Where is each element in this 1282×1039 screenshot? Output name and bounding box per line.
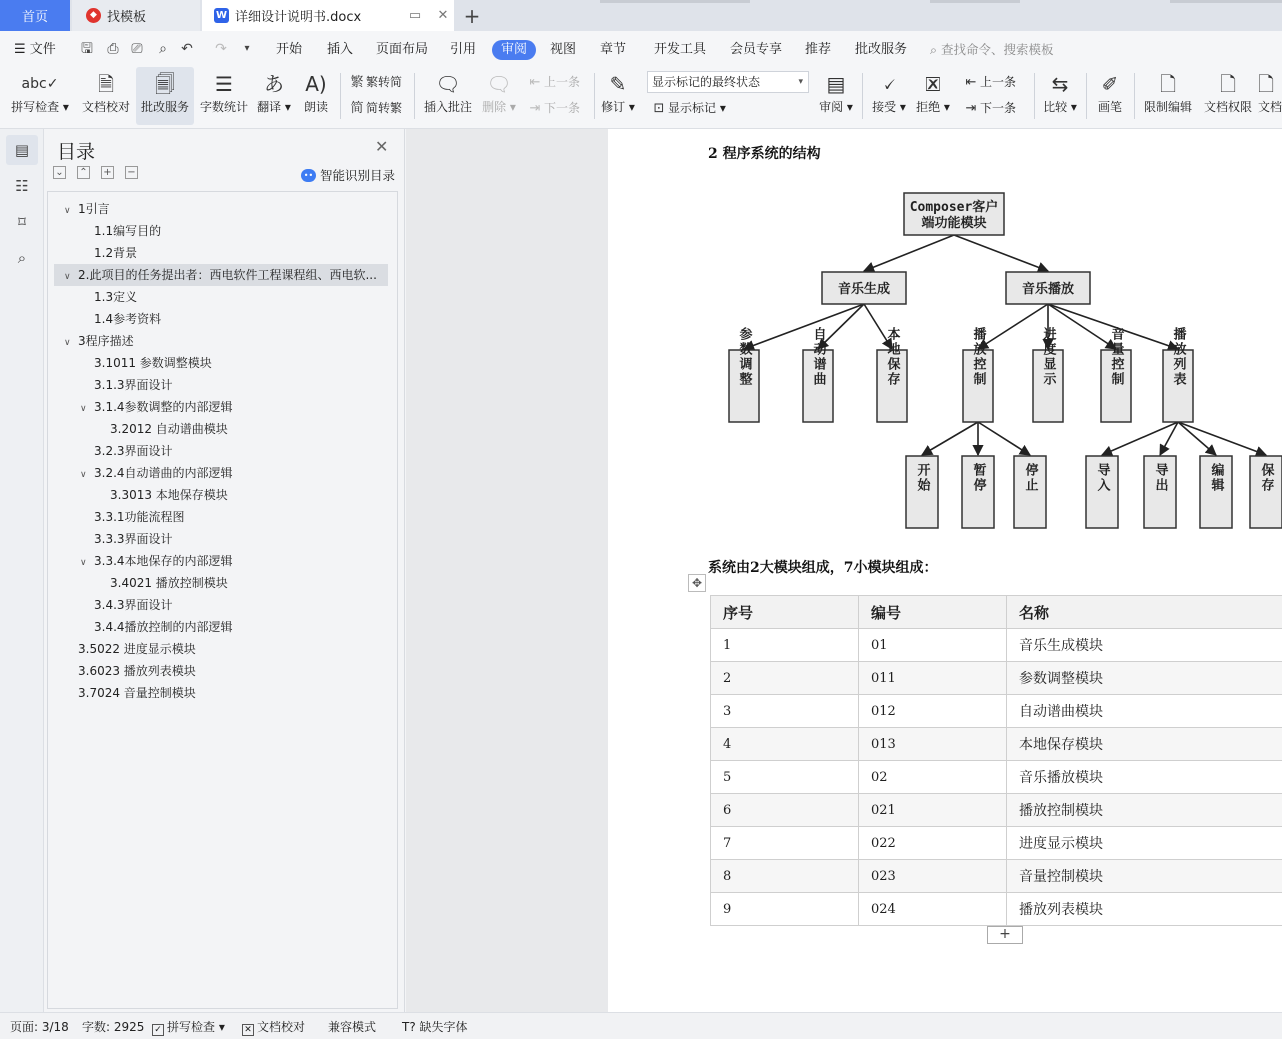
table-cell[interactable]: 012	[859, 695, 1007, 728]
toc-item-label: 3.1.4参数调整的内部逻辑	[94, 400, 233, 414]
toc-item-label: 3.2012 自动谱曲模块	[110, 422, 228, 436]
toc-list	[47, 191, 398, 1009]
read-aloud-icon: A)	[305, 72, 327, 96]
toc-item[interactable]	[54, 528, 388, 550]
read-aloud-button[interactable]: A) 朗读	[298, 67, 334, 125]
diagram-node-label: 保存	[1258, 463, 1274, 493]
toc-item[interactable]	[54, 660, 388, 682]
table-cell[interactable]: 1	[711, 629, 859, 662]
table-row	[711, 695, 1282, 728]
toc-item[interactable]	[54, 374, 388, 396]
table-cell[interactable]: 01	[859, 629, 1007, 662]
toc-item-label: 3.4021 播放控制模块	[110, 576, 228, 590]
table-cell[interactable]: 播放控制模块	[1007, 794, 1282, 827]
table-cell[interactable]: 013	[859, 728, 1007, 761]
toc-item-label: 1.1编写目的	[94, 224, 162, 238]
next-comment-button: ⇥ 下一条	[526, 97, 580, 119]
prev-change-button[interactable]: ⇤ 上一条	[962, 71, 1016, 93]
prev-change-icon: ⇤	[965, 75, 977, 90]
toc-item[interactable]	[54, 506, 388, 528]
delete-comment-icon: 🗨	[486, 72, 512, 96]
diagram-node-label: 本地保存	[884, 327, 900, 387]
chevron-down-icon[interactable]: ∨	[80, 470, 87, 480]
table-cell[interactable]: 021	[859, 794, 1007, 827]
table-header-cell: 名称	[1007, 596, 1282, 629]
table-cell[interactable]: 024	[859, 893, 1007, 926]
diagram-node	[962, 456, 994, 528]
diagram-node	[1163, 326, 1193, 422]
delete-comment-button: 🗨 删除 ▾	[480, 67, 518, 125]
diagram-arrow	[1102, 422, 1178, 455]
diagram-node-label: 编辑	[1208, 463, 1224, 493]
chevron-down-icon[interactable]: ∨	[64, 338, 71, 348]
table-header-row	[711, 596, 1282, 629]
toc-item-label: 3程序描述	[78, 334, 134, 348]
table-cell[interactable]: 音量控制模块	[1007, 860, 1282, 893]
menu-view[interactable]: 视图	[550, 42, 577, 57]
close-icon[interactable]: ✕	[375, 137, 389, 156]
toc-item-label: 3.3.3界面设计	[94, 532, 173, 546]
table-move-handle-icon[interactable]: ✥	[688, 574, 706, 592]
toc-item-label: 3.5022 进度显示模块	[78, 642, 196, 656]
diagram-node-label: 暂停	[970, 463, 986, 493]
proofread-status-icon: ✕	[242, 1024, 254, 1036]
add-heading-icon[interactable]: +	[101, 166, 114, 179]
toc-item-label: 3.2.3界面设计	[94, 444, 173, 458]
ink-button[interactable]: ✐ 画笔	[1092, 67, 1128, 125]
doc-more-button[interactable]: 🗋 文档	[1258, 67, 1282, 125]
diagram-node	[877, 326, 907, 422]
toc-item[interactable]	[54, 308, 388, 330]
table-cell[interactable]: 5	[711, 761, 859, 794]
review-pane-button[interactable]: ▤ 审阅 ▾	[816, 67, 856, 125]
toc-item[interactable]	[54, 242, 388, 264]
search-icon: ⌕	[930, 42, 938, 57]
diagram-arrow	[954, 235, 1048, 271]
smart-recognize-icon: ••	[301, 169, 316, 182]
review-pane-icon: ▤	[826, 72, 846, 96]
print-icon[interactable]: ⎚	[131, 41, 143, 57]
next-change-button[interactable]: ⇥ 下一条	[962, 97, 1016, 119]
toc-item-label: 3.2.4自动谱曲的内部逻辑	[94, 466, 233, 480]
tab-bar-decoration	[1170, 0, 1282, 3]
toc-item-label: 3.7024 音量控制模块	[78, 686, 196, 700]
toc-item-label: 3.1.3界面设计	[94, 378, 173, 392]
tab-bar	[0, 0, 1282, 31]
diagram-node	[963, 326, 993, 422]
save-icon[interactable]: 🖫	[81, 41, 93, 57]
translate-icon: あ	[264, 72, 284, 96]
tab-document[interactable]	[202, 0, 454, 31]
doc-proofread-button[interactable]: 🗎 文档校对	[78, 67, 134, 125]
prev-comment-button: ⇤ 上一条	[526, 71, 580, 93]
toc-title: 目录	[57, 141, 96, 163]
toc-item[interactable]	[54, 220, 388, 242]
tab-templates[interactable]	[72, 0, 200, 31]
diagram-node	[1006, 272, 1090, 304]
table-row	[711, 728, 1282, 761]
toc-panel-icon[interactable]: ▤	[6, 135, 38, 165]
toc-pane	[45, 129, 405, 1012]
menu-recommend[interactable]: 推荐	[805, 42, 832, 57]
toc-item-label: 1.2背景	[94, 246, 138, 260]
table-cell[interactable]: 022	[859, 827, 1007, 860]
chevron-down-icon[interactable]: ∨	[80, 404, 87, 414]
trad-simp-icon: 繁	[350, 75, 364, 90]
toc-item-label: 3.3013 本地保存模块	[110, 488, 228, 502]
toc-item[interactable]	[54, 286, 388, 308]
table-cell[interactable]: 8	[711, 860, 859, 893]
insert-comment-icon: 🗨	[435, 72, 461, 96]
diagram-node-label: 自动谱曲	[810, 327, 826, 387]
table-cell[interactable]: 2	[711, 662, 859, 695]
diagram-node	[729, 326, 759, 422]
menu-references[interactable]: 引用	[450, 42, 477, 57]
track-changes-button[interactable]: ✎ 修订 ▾	[600, 67, 636, 125]
table-header-cell: 编号	[859, 596, 1007, 629]
translate-button[interactable]: あ 翻译 ▾	[254, 67, 294, 125]
toc-item[interactable]	[54, 682, 388, 704]
wps-writer-icon: W	[215, 10, 228, 21]
review-service-button[interactable]: 🗐 批改服务	[136, 67, 194, 125]
chapter-panel-icon[interactable]: ☷	[15, 177, 29, 195]
table-cell[interactable]: 9	[711, 893, 859, 926]
table-row	[711, 794, 1282, 827]
restrict-edit-button[interactable]: 🗋 限制编辑	[1140, 67, 1196, 125]
proofread-icon: 🗎	[97, 72, 115, 96]
menu-review[interactable]: 审阅	[492, 40, 536, 60]
document-icon: 🗋	[1258, 72, 1275, 96]
menu-review-service[interactable]: 批改服务	[855, 42, 908, 57]
table-row	[711, 860, 1282, 893]
diagram-node-label: 导出	[1152, 463, 1168, 493]
simp-trad-icon: 简	[350, 101, 364, 116]
toc-item[interactable]	[54, 352, 388, 374]
spell-check-icon: abc✓	[21, 76, 59, 92]
table-cell[interactable]: 自动谱曲模块	[1007, 695, 1282, 728]
toc-item[interactable]	[54, 484, 388, 506]
diagram-node-label: 播放列表	[1170, 327, 1186, 387]
remove-heading-icon[interactable]: −	[125, 166, 138, 179]
diagram-node-label: 停止	[1022, 463, 1038, 493]
tab-home[interactable]	[0, 0, 70, 31]
diagram-node-label: Composer客户	[909, 200, 999, 215]
table-cell[interactable]: 本地保存模块	[1007, 728, 1282, 761]
reject-icon: 🗷	[925, 72, 941, 96]
toc-item[interactable]	[54, 572, 388, 594]
table-row	[711, 827, 1282, 860]
table-cell[interactable]: 播放列表模块	[1007, 893, 1282, 926]
diagram-node-label: 音乐生成	[837, 282, 891, 297]
diagram-arrow	[744, 304, 864, 349]
diagram-arrow	[1178, 422, 1216, 455]
table-cell[interactable]: 023	[859, 860, 1007, 893]
toc-item[interactable]	[54, 396, 388, 418]
diagram-arrow	[922, 422, 978, 455]
chevron-down-icon[interactable]: ∨	[80, 558, 87, 568]
word-count-button[interactable]: ☰ 字数统计	[198, 67, 250, 125]
export-pdf-icon[interactable]: ⎙	[107, 41, 119, 57]
word-count-icon: ☰	[215, 72, 233, 96]
diagram-node	[822, 272, 906, 304]
word-count-status[interactable]: 字数: 2925	[82, 1020, 145, 1034]
show-markup-icon: ⊡	[653, 101, 665, 116]
compare-icon: ⇆	[1051, 72, 1069, 96]
simp-to-trad-button[interactable]: 简 简转繁	[348, 97, 402, 119]
search-icon[interactable]: ⌕	[17, 249, 27, 267]
proofread-status[interactable]: ✕ 文档校对	[242, 1019, 305, 1036]
toc-item[interactable]	[54, 462, 388, 484]
smart-toc-button[interactable]: •• 智能识别目录	[301, 166, 395, 184]
diagram-node-label: 端功能模块	[921, 216, 987, 231]
diagram-arrow	[1160, 422, 1178, 455]
chevron-down-icon: ▾	[798, 77, 803, 87]
menu-developer[interactable]: 开发工具	[654, 42, 707, 57]
table-row	[711, 662, 1282, 695]
toc-item[interactable]	[54, 198, 388, 220]
diagram-node	[906, 456, 938, 528]
diagram-node	[1014, 456, 1046, 528]
diagram-node-label: 参数调整	[736, 327, 752, 387]
new-tab-button[interactable]: +	[463, 3, 481, 28]
toc-item-label: 3.1011 参数调整模块	[94, 356, 212, 370]
toc-item-label: 3.6023 播放列表模块	[78, 664, 196, 678]
toc-item-label: 1.4参考资料	[94, 312, 162, 326]
collapse-all-icon[interactable]: ⌃	[77, 166, 90, 179]
prev-comment-icon: ⇤	[529, 75, 541, 90]
toc-item[interactable]	[54, 330, 388, 352]
left-side-strip	[0, 129, 44, 1012]
menu-layout[interactable]: 页面布局	[376, 42, 429, 57]
diagram-node-label: 音量控制	[1108, 327, 1124, 387]
reject-button[interactable]: 🗷 拒绝 ▾	[914, 67, 952, 125]
menu-bar	[0, 31, 1282, 67]
table-cell[interactable]: 音乐播放模块	[1007, 761, 1282, 794]
toc-item[interactable]	[54, 264, 388, 286]
chevron-down-icon[interactable]: ∨	[64, 272, 71, 282]
toc-item-label: 2.此项目的任务提出者：西电软件工程课程组、西电软...	[78, 268, 377, 282]
menu-member[interactable]: 会员专享	[730, 42, 783, 57]
diagram-node	[1033, 326, 1063, 422]
module-table	[710, 595, 1282, 926]
diagram-arrow	[978, 304, 1048, 349]
diagram-node	[1250, 456, 1282, 528]
menu-insert[interactable]: 插入	[327, 42, 354, 57]
missing-font-icon: T?	[402, 1020, 416, 1034]
review-ribbon	[0, 67, 1282, 129]
diagram-node	[1086, 456, 1118, 528]
missing-fonts-status[interactable]: T? 缺失字体	[402, 1020, 468, 1034]
customize-toolbar-icon[interactable]: ▾	[244, 43, 250, 54]
doc-permission-button[interactable]: 🗋 文档权限	[1200, 67, 1256, 125]
table-cell[interactable]: 011	[859, 662, 1007, 695]
command-search-placeholder: 查找命令、搜索模板	[941, 42, 1054, 57]
next-change-icon: ⇥	[965, 101, 977, 116]
pen-icon: ✐	[1101, 72, 1119, 96]
table-cell[interactable]: 02	[859, 761, 1007, 794]
accept-icon: 🗸	[882, 72, 896, 96]
insert-comment-button[interactable]: 🗨 插入批注	[420, 67, 476, 125]
ribbon-separator	[1134, 73, 1135, 119]
page-indicator[interactable]: 页面: 3/18	[10, 1020, 69, 1034]
table-row	[711, 893, 1282, 926]
diagram-node-label: 播放控制	[970, 327, 986, 387]
diagram-node	[1200, 456, 1232, 528]
table-cell[interactable]: 4	[711, 728, 859, 761]
expand-all-icon[interactable]: ⌄	[53, 166, 66, 179]
tab-home-label: 首页	[21, 10, 48, 25]
spell-check-button[interactable]: abc✓ 拼写检查 ▾	[8, 67, 72, 125]
bookmark-icon[interactable]: ⌑	[18, 213, 26, 231]
table-cell[interactable]: 3	[711, 695, 859, 728]
table-cell[interactable]: 参数调整模块	[1007, 662, 1282, 695]
tab-bar-decoration	[930, 0, 1020, 3]
module-structure-diagram	[608, 129, 1282, 549]
diagram-node-label: 导入	[1094, 463, 1110, 493]
tab-bar-decoration	[600, 0, 750, 3]
table-header-cell: 序号	[711, 596, 859, 629]
compat-mode-status: 兼容模式	[328, 1020, 377, 1034]
table-cell[interactable]: 音乐生成模块	[1007, 629, 1282, 662]
ribbon-separator	[414, 73, 415, 119]
command-search[interactable]	[930, 40, 1054, 60]
document-canvas	[406, 129, 1282, 1012]
accept-button[interactable]: 🗸 接受 ▾	[870, 67, 908, 125]
add-table-row-button[interactable]: +	[987, 926, 1023, 944]
show-markup-button[interactable]: ⊡ 显示标记 ▾	[650, 97, 726, 119]
tab-templates-label: 找模板	[107, 10, 147, 25]
menu-chapter[interactable]: 章节	[600, 42, 627, 57]
toc-item-label: 3.4.4播放控制的内部逻辑	[94, 620, 233, 634]
tab-pin-icon[interactable]: ▭	[408, 8, 422, 23]
ribbon-separator	[340, 73, 341, 119]
toc-item[interactable]	[54, 638, 388, 660]
ribbon-separator	[1034, 73, 1035, 119]
toc-item-label: 3.4.3界面设计	[94, 598, 173, 612]
toc-item[interactable]	[54, 440, 388, 462]
template-logo-icon: ◆	[86, 8, 101, 23]
toc-item[interactable]	[54, 616, 388, 638]
spell-check-status[interactable]: ✓ 拼写检查 ▾	[152, 1019, 225, 1036]
toc-item-label: 1引言	[78, 202, 110, 216]
tab-document-label: 详细设计说明书.docx	[235, 10, 362, 25]
toc-item[interactable]	[54, 594, 388, 616]
ribbon-separator	[1086, 73, 1087, 119]
diagram-arrow	[1048, 304, 1116, 349]
undo-icon[interactable]: ↶	[181, 41, 193, 57]
status-bar	[0, 1012, 1282, 1039]
menu-start[interactable]: 开始	[276, 42, 303, 57]
section-heading: 2 程序系统的结构	[708, 146, 821, 162]
toc-item-label: 3.3.4本地保存的内部逻辑	[94, 554, 233, 568]
toc-item[interactable]	[54, 418, 388, 440]
diagram-node	[1144, 456, 1176, 528]
checkbox-checked-icon: ✓	[152, 1024, 164, 1036]
ribbon-separator	[594, 73, 595, 119]
trad-to-simp-button[interactable]: 繁 繁转简	[348, 71, 402, 93]
document-page[interactable]	[608, 129, 1282, 1012]
toc-item-label: 3.3.1功能流程图	[94, 510, 185, 524]
diagram-node-label: 进度显示	[1040, 327, 1056, 387]
diagram-node-label: 音乐播放	[1021, 282, 1075, 297]
lock-document-icon: 🗋	[1159, 72, 1177, 96]
table-cell[interactable]: 7	[711, 827, 859, 860]
chevron-down-icon[interactable]: ∨	[64, 206, 71, 216]
diagram-arrow	[1178, 422, 1266, 455]
markup-state-select[interactable]: 显示标记的最终状态 ▾	[647, 71, 809, 93]
diagram-arrow	[978, 422, 1030, 455]
table-row	[711, 629, 1282, 662]
diagram-node	[803, 326, 833, 422]
diagram-arrow	[864, 235, 954, 271]
review-service-icon: 🗐	[155, 72, 175, 96]
table-row	[711, 761, 1282, 794]
compare-button[interactable]: ⇆ 比较 ▾	[1040, 67, 1080, 125]
file-menu[interactable]: ☰ 文件	[14, 42, 56, 57]
redo-icon: ↷	[215, 41, 227, 57]
toc-item-label: 1.3定义	[94, 290, 138, 304]
ribbon-separator	[862, 73, 863, 119]
file-menu-label: 文件	[29, 42, 56, 57]
diagram-node	[904, 193, 1004, 235]
diagram-node-label: 开始	[914, 463, 930, 493]
diagram-node	[1101, 326, 1131, 422]
table-cell[interactable]: 进度显示模块	[1007, 827, 1282, 860]
document-permission-icon: 🗋	[1219, 72, 1237, 96]
print-preview-icon[interactable]: ⌕	[159, 41, 167, 57]
next-comment-icon: ⇥	[529, 101, 541, 116]
table-cell[interactable]: 6	[711, 794, 859, 827]
track-changes-icon: ✎	[609, 72, 627, 96]
tab-close-icon[interactable]: ✕	[437, 8, 449, 23]
summary-text: 系统由2大模块组成，7小模块组成：	[708, 560, 938, 576]
toc-item[interactable]	[54, 550, 388, 572]
